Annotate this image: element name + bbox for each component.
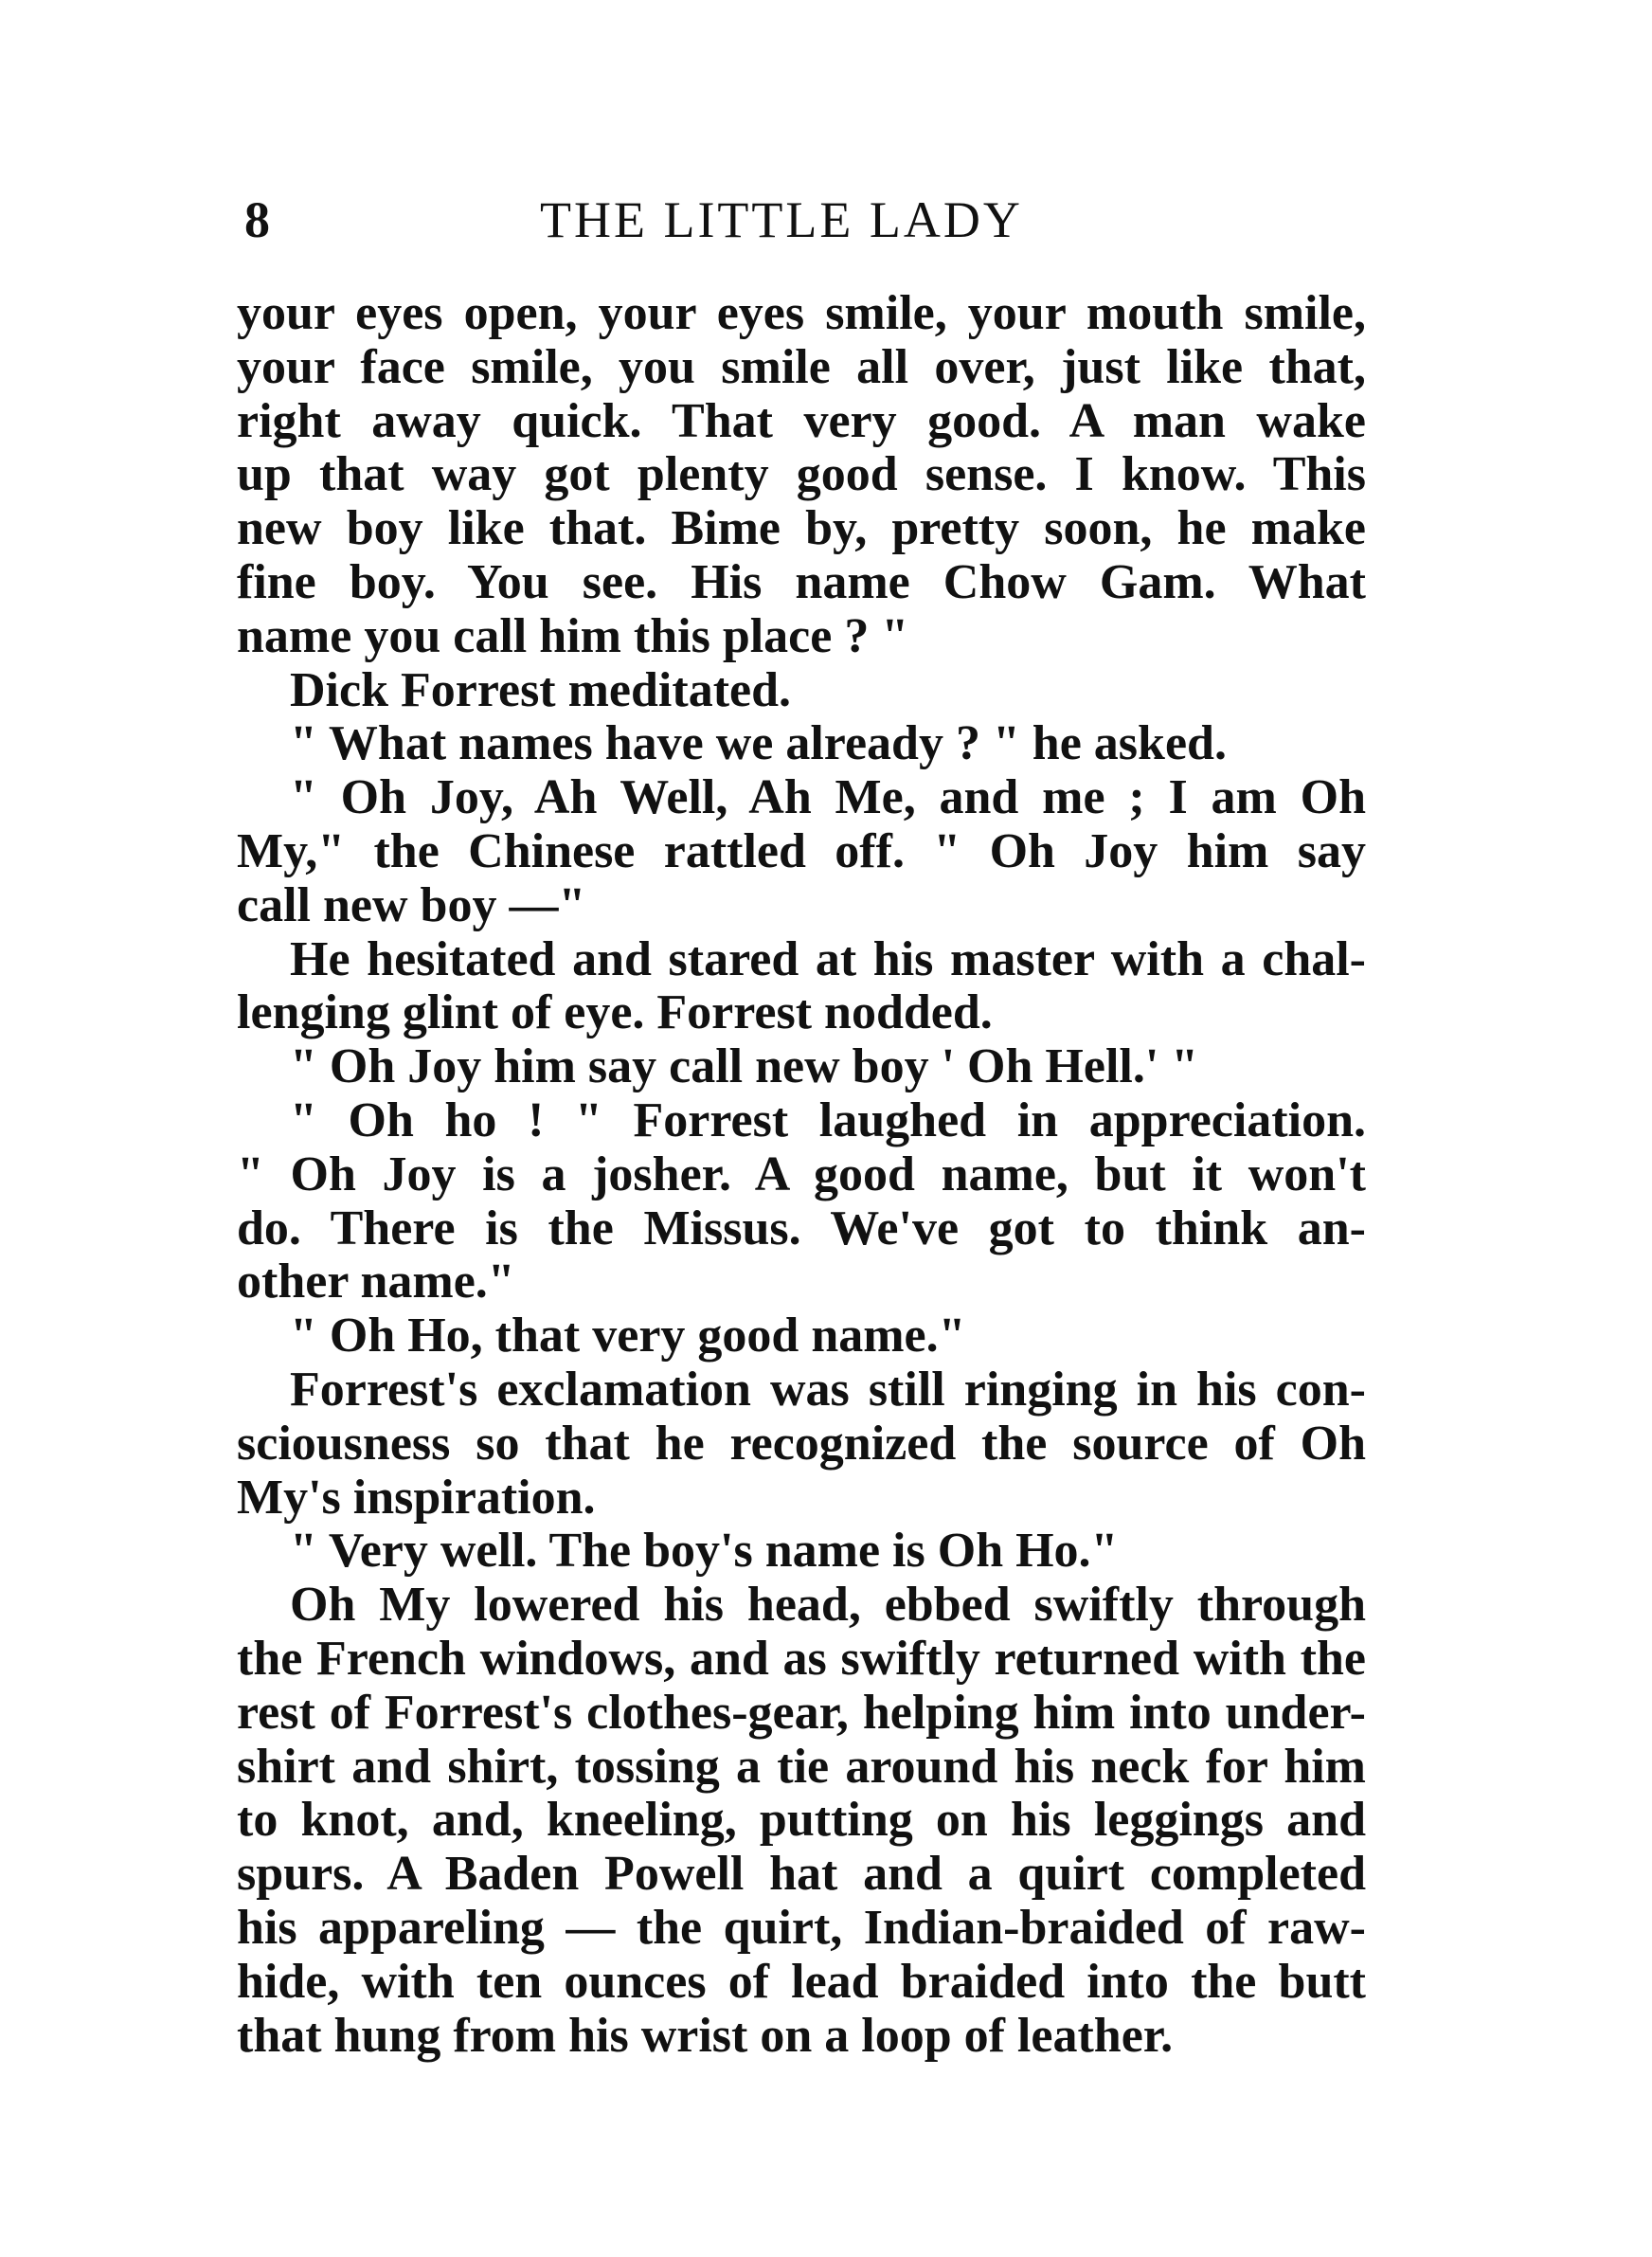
text-line: new boy like that. Bime by, pretty soon, he make [237, 501, 1366, 556]
text-line: up that way got plenty good sense. I know. This [237, 447, 1366, 502]
text-line: " Oh ho ! " Forrest laughed in appreciation. [290, 1092, 1366, 1147]
text-line: call new boy —" [237, 877, 586, 932]
body-text [237, 287, 1366, 2063]
text-line: " What names have we already ? " he asked. [290, 716, 1227, 771]
text-line: name you call him this place ? " [237, 608, 909, 663]
text-line: rest of Forrest's clothes-gear, helping him into under- [237, 1685, 1366, 1740]
text-line: My's inspiration. [237, 1470, 596, 1525]
text-line: Forrest's exclamation was still ringing in his con- [290, 1362, 1366, 1417]
text-line: lenging glint of eye. Forrest nodded. [237, 985, 993, 1040]
page-number: 8 [244, 191, 270, 248]
text-line: other name." [237, 1255, 515, 1309]
text-line: hide, with ten ounces of lead braided into the butt [237, 1954, 1366, 2009]
text-line: Oh My lowered his head, ebbed swiftly through [290, 1578, 1366, 1633]
text-line: spurs. A Baden Powell hat and a quirt completed [237, 1847, 1366, 1902]
text-line: " Very well. The boy's name is Oh Ho." [290, 1524, 1119, 1579]
text-line: sciousness so that he recognized the source of Oh [237, 1416, 1366, 1471]
text-line: He hesitated and stared at his master with a chal- [290, 931, 1366, 986]
text-line: to knot, and, kneeling, putting on his leggings and [237, 1793, 1366, 1848]
text-line: his appareling — the quirt, Indian-braided of raw- [237, 1900, 1366, 1955]
text-line: your face smile, you smile all over, just like that, [237, 339, 1366, 394]
text-line: " Oh Joy, Ah Well, Ah Me, and me ; I am Oh [290, 770, 1366, 825]
text-line: " Oh Ho, that very good name." [290, 1309, 966, 1363]
text-line: that hung from his wrist on a loop of leather. [237, 2008, 1174, 2063]
text-line: do. There is the Missus. We've got to think an- [237, 1201, 1366, 1255]
text-line: My," the Chinese rattled off. " Oh Joy him say [237, 823, 1366, 878]
text-line: " Oh Joy is a josher. A good name, but it won't [237, 1147, 1366, 1201]
text-line: the French windows, and as swiftly returned with the [237, 1631, 1366, 1686]
text-line: fine boy. You see. His name Chow Gam. What [237, 554, 1366, 609]
page-header [244, 182, 1364, 258]
text-line: " Oh Joy him say call new boy ' Oh Hell.' " [290, 1039, 1199, 1094]
text-line: right away quick. That very good. A man wake [237, 393, 1366, 448]
text-line: your eyes open, your eyes smile, your mouth smile, [237, 286, 1366, 340]
running-title: THE LITTLE LADY [540, 191, 1023, 248]
text-line: Dick Forrest meditated. [290, 662, 792, 717]
text-line: shirt and shirt, tossing a tie around his neck for him [237, 1739, 1366, 1794]
